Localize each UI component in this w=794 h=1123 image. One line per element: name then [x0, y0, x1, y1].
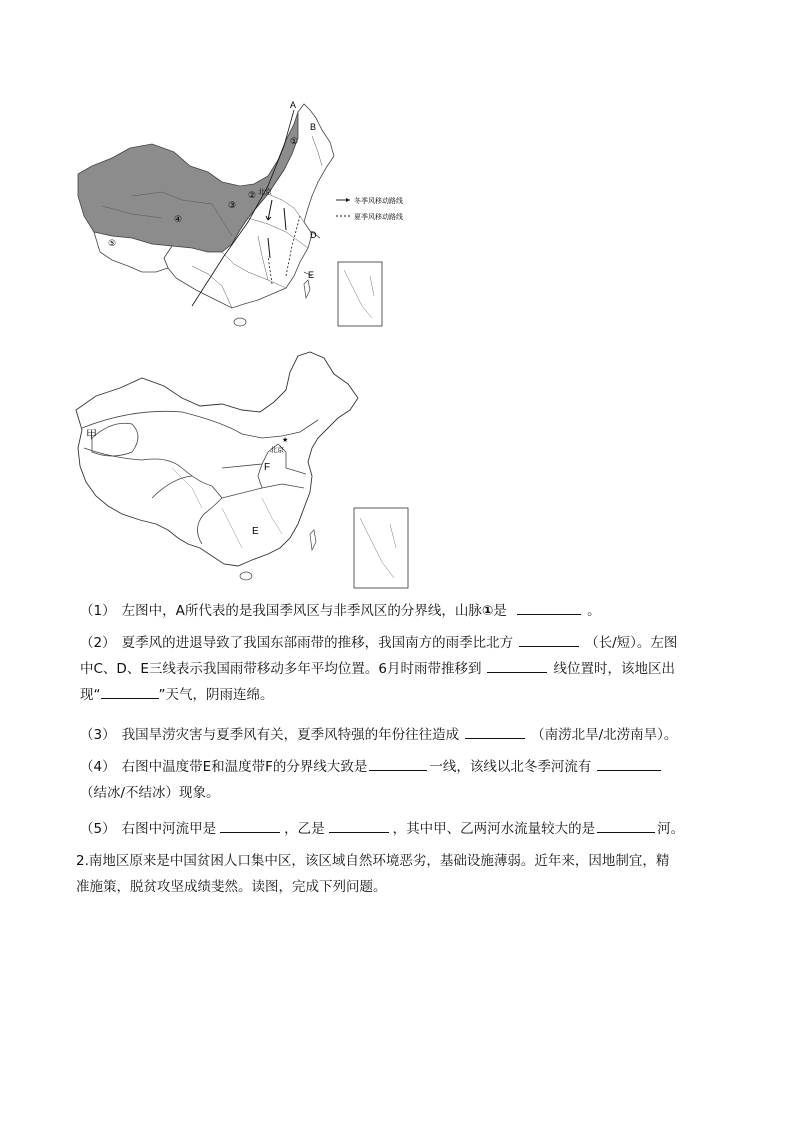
question-2-intro: 2.南地区原来是中国贫困人口集中区，该区域自然环境恶劣，基础设施薄弱。近年来，因地制宜，精 准施策，脱贫攻坚成绩斐然。读图，完成下列问题。: [76, 853, 670, 895]
label-D: D: [310, 230, 317, 240]
question-number: （5）: [80, 821, 116, 837]
temperature-zone-map: [72, 348, 417, 593]
question-number: （2）: [80, 635, 116, 651]
hainan: [234, 318, 246, 326]
question-1: （1） 左图中，A所代表的是我国季风区与非季风区的分界线，山脉①是 。: [80, 598, 730, 624]
label-B: B: [310, 122, 317, 132]
china-outline: [76, 352, 358, 566]
hainan: [240, 572, 252, 580]
label-F: F: [264, 462, 271, 473]
answer-blank[interactable]: [329, 818, 389, 833]
label-E: E: [308, 270, 315, 280]
label-jia: 甲: [86, 428, 97, 441]
mountain-1: ①: [290, 137, 299, 147]
answer-blank[interactable]: [487, 658, 547, 673]
question-5: （5） 右图中河流甲是 ，乙是 ，其中甲、乙两河水流量较大的是 河。: [80, 816, 730, 842]
answer-blank[interactable]: [465, 724, 525, 739]
taiwan: [310, 530, 316, 550]
question-4: （4） 右图中温度带E和温度带F的分界线大致是 一线，该线以北冬季河流有 （结冰/不结冰）现象。: [80, 754, 730, 806]
label-A: A: [290, 100, 297, 110]
question-number: （4）: [80, 759, 116, 775]
mountain-4: ④: [174, 215, 183, 225]
question-number: （1）: [80, 603, 116, 619]
south-china-sea-inset: [354, 508, 408, 588]
answer-blank[interactable]: [220, 818, 280, 833]
answer-blank[interactable]: [519, 632, 579, 647]
label-E: E: [252, 526, 259, 537]
beijing-star: ★: [282, 436, 289, 444]
taiwan: [304, 280, 310, 298]
winter-legend-arrow: [346, 198, 350, 202]
mountain-2: ②: [248, 191, 257, 201]
winter-legend-label: 冬季风移动路线: [354, 197, 403, 205]
beijing-label: 北京: [258, 188, 272, 196]
question-2: （2） 夏季风的进退导致了我国东部雨带的推移，我国南方的雨季比北方 （长/短）。左图 中C、D、E三线表示我国雨带移动多年平均位置。6月时雨带推移到 线位置时，该地区出 现“ ”天气，阴雨连绵。: [80, 630, 730, 708]
circled-one: ①: [481, 603, 494, 619]
answer-blank[interactable]: [597, 756, 661, 771]
mountain-3: ③: [228, 201, 237, 211]
mountain-5: ⑤: [108, 239, 117, 249]
monsoon-map: [72, 96, 432, 344]
beijing-label: 北京: [270, 446, 284, 454]
answer-blank[interactable]: [597, 818, 655, 833]
answer-blank[interactable]: [517, 600, 581, 615]
answer-blank[interactable]: [101, 684, 159, 699]
summer-legend-label: 夏季风移动路线: [354, 213, 403, 221]
question-3: （3） 我国旱涝灾害与夏季风有关，夏季风特强的年份往往造成 （南涝北旱/北涝南旱）。: [80, 722, 730, 748]
question-number: （3）: [80, 727, 116, 743]
answer-blank[interactable]: [369, 756, 427, 771]
